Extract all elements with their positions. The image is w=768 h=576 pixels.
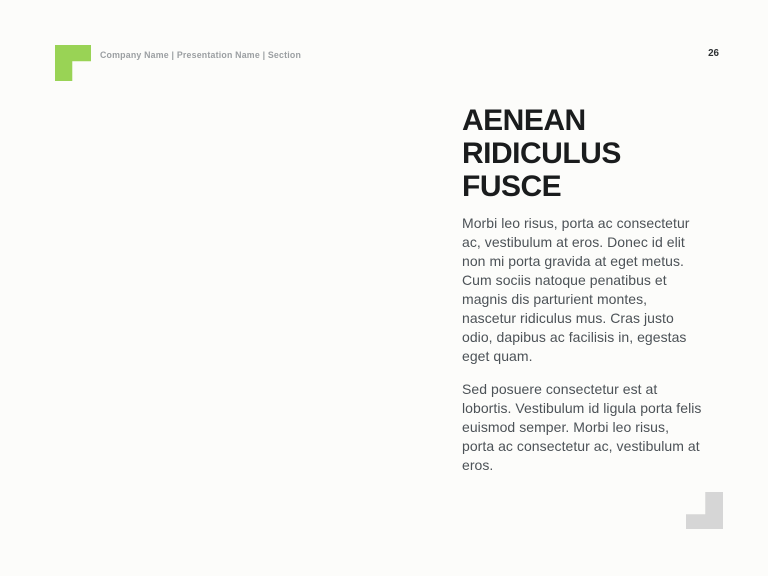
body-text: [462, 214, 702, 475]
slide-title-line-1: AENEAN: [462, 104, 586, 137]
corner-accent-gray-icon: [686, 492, 723, 529]
slide-title-line-3: FUSCE: [462, 170, 562, 203]
slide-title: [462, 104, 702, 203]
body-paragraph-1: Morbi leo risus, porta ac consectetur ac, vestibulum at eros. Donec id elit non mi porta gravida at eget metus. Cum sociis natoque penatibus et magnis dis parturient montes, nascetur ridiculus mus. Cras justo odio, dapibus ac facilisis in, egestas eget quam.: [462, 215, 690, 364]
slide-title-line-2: RIDICULUS: [462, 137, 621, 170]
content-column: [462, 104, 702, 475]
breadcrumb: Company Name | Presentation Name | Section: [100, 50, 302, 60]
body-paragraph-2: Sed posuere consectetur est at lobortis. Vestibulum id ligula porta felis euismod semper. Morbi leo risus, porta ac consectetur ac, vestibulum at eros.: [462, 381, 702, 473]
corner-accent-green-icon: [55, 45, 91, 81]
page-number: 26: [708, 48, 719, 59]
